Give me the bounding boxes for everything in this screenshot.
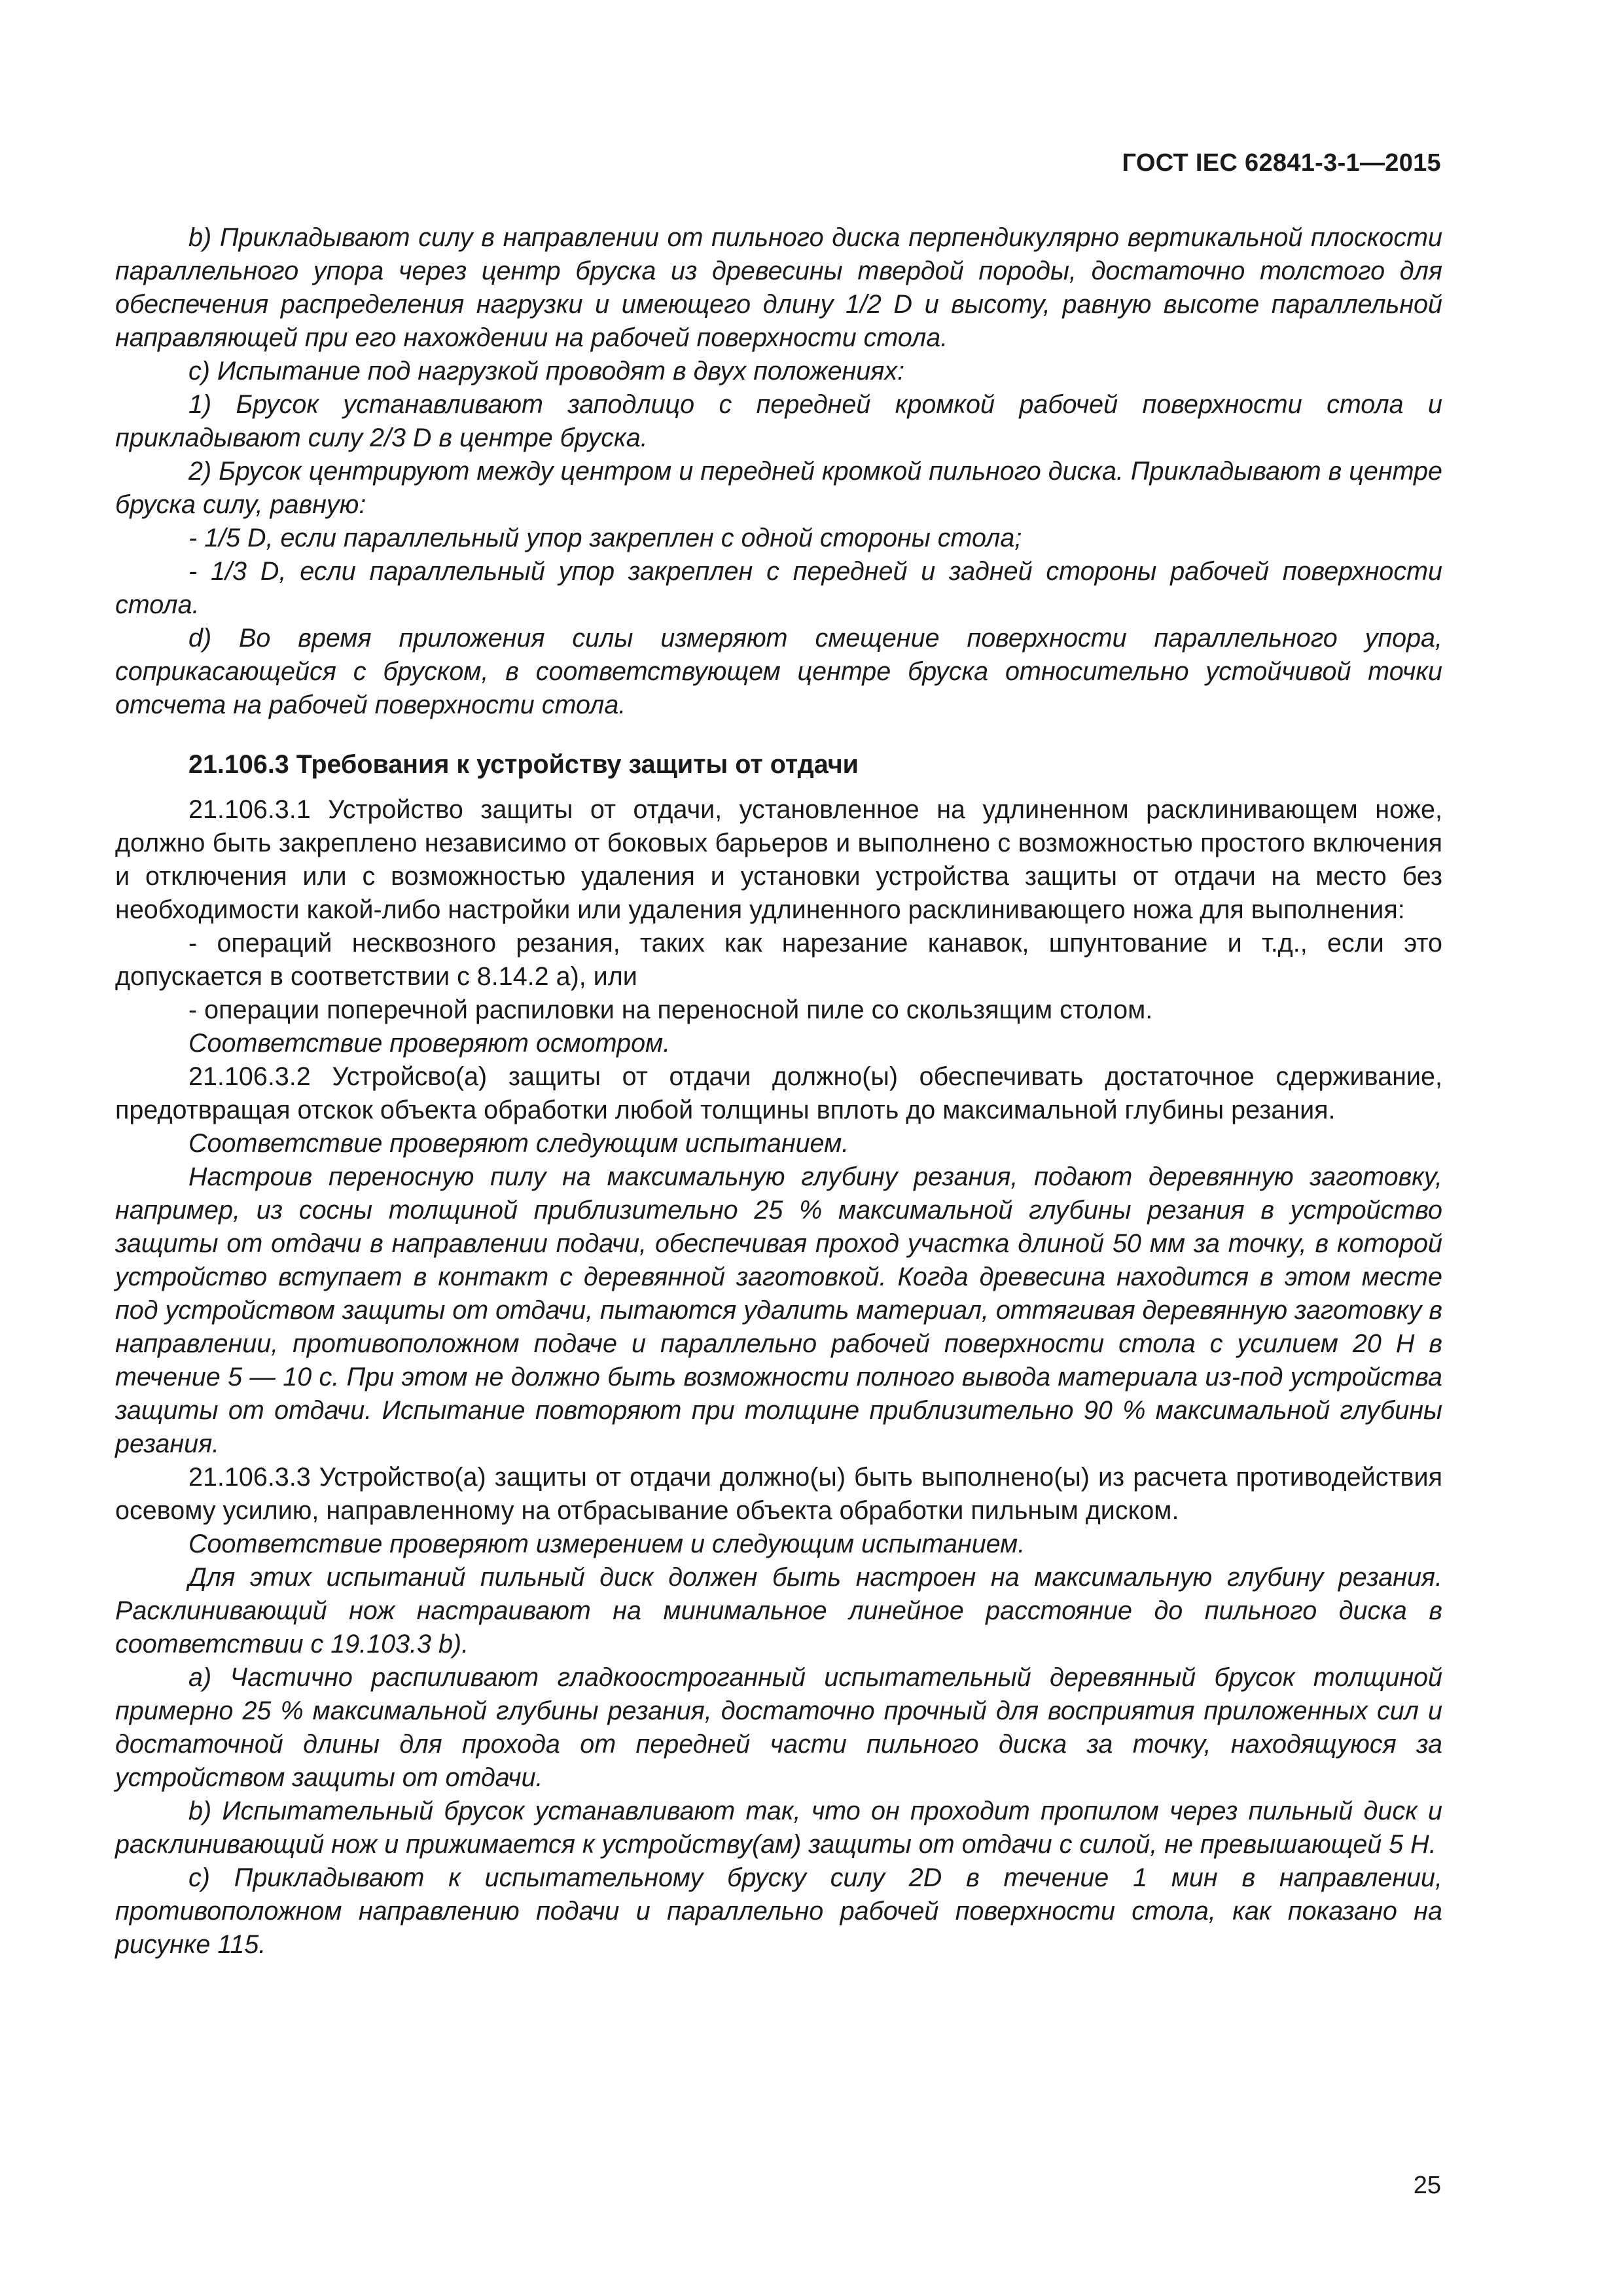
list-item-one-third: - 1/3 D, если параллельный упор закреплен с передней и задней стороны рабочей поверхности стола. [115,557,1442,619]
paragraph-21-106-3-1: 21.106.3.1 Устройство защиты от отдачи, установленное на удлиненном расклинивающем ноже, должно быть закреплено независимо от боковых барьеров и выполнено с возможностью простого включения и отключения или с возможностью удаления и установки устройства защиты от отдачи на место без необходимости какой-либо настройки или удаления удлиненного расклинивающего ножа для выполнения: [115,795,1442,924]
standard-code-header: ГОСТ IEC 62841-3-1—2015 [1122,149,1441,177]
paragraph-a-partial-cut: a) Частично распиливают гладкоостроганный испытательный деревянный брусок толщиной примерно 25 % максимальной глубины резания, достаточно прочный для восприятия приложенных сил и достаточной длины для прохода от передней части пильного диска за точку, находящуюся за устройством защиты от отдачи. [115,1663,1442,1792]
paragraph-b-apply-force: b) Прикладывают силу в направлении от пильного диска перпендикулярно вертикальной плоскости параллельного упора через центр бруска из древесины твердой породы, достаточно толстого для обеспечения распределения нагрузки и имеющего длину 1/2 D и высоту, равную высоте параллельной направляющей при его нахождении на рабочей поверхности стола. [115,223,1442,352]
paragraph-b-test-bar-placement: b) Испытательный брусок устанавливают так, что он проходит пропилом через пильный диск и расклинивающий нож и прижимается к устройству(ам) защиты от отдачи с силой, не превышающей 5 Н. [115,1797,1442,1859]
list-item-one-fifth: - 1/5 D, если параллельный упор закреплен с одной стороны стола; [188,524,1022,552]
paragraph-d-measure-displacement: d) Во время приложения силы измеряют смещение поверхности параллельного упора, соприкасающейся с бруском, в соответствующем центре бруска относительно устойчивой точки отсчета на рабочей поверхности стола. [115,624,1442,719]
paragraph-workpiece-test: Настроив переносную пилу на максимальную глубину резания, подают деревянную заготовку, например, из сосны толщиной приблизительно 25 % максимальной глубины резания в устройство защиты от отдачи в направлении подачи, обеспечивая проход участка длиной 50 мм за точку, в которой устройство вступает в контакт с деревянной заготовкой. Когда древесина находится в этом месте под устройством защиты от отдачи, пытаются удалить материал, оттягивая деревянную заготовку в направлении, противоположном подаче и параллельно рабочей поверхности стола с усилием 20 Н в течение 5 — 10 с. При этом не должно быть возможности полного вывода материала из-под устройства защиты от отдачи. Испытание повторяют при толщине приблизительно 90 % максимальной глубины резания. [115,1162,1442,1458]
paragraph-21-106-3-2: 21.106.3.2 Устройсво(а) защиты от отдачи должно(ы) обеспечивать достаточное сдерживание, предотвращая отскок объекта обработки любой толщины вплоть до максимальной глубины резания. [115,1062,1442,1124]
paragraph-test-setup: Для этих испытаний пильный диск должен быть настроен на максимальную глубину резания. Расклинивающий нож настраивают на минимальное линейное расстояние до пильного диска в соответствии с 19.103.3 b). [115,1563,1442,1659]
paragraph-position-2: 2) Брусок центрируют между центром и передней кромкой пильного диска. Прикладывают в центре бруска силу, равную: [115,457,1442,519]
document-body [115,221,1442,1962]
compliance-by-test: Соответствие проверяют следующим испытанием. [188,1129,849,1158]
list-item-non-through-cutting: - операций несквозного резания, таких как нарезание канавок, шпунтование и т.д., если это допускается в соответствии с 8.14.2 а), или [115,929,1442,991]
paragraph-c-load-test-positions: c) Испытание под нагрузкой проводят в двух положениях: [188,357,905,386]
page-number: 25 [1413,2172,1441,2199]
paragraph-21-106-3-3: 21.106.3.3 Устройство(а) защиты от отдачи должно(ы) быть выполнено(ы) из расчета противодействия осевому усилию, направленному на отбрасывание объекта обработки пильным диском. [115,1463,1442,1525]
compliance-by-measurement: Соответствие проверяют измерением и следующим испытанием. [188,1530,1026,1558]
list-item-cross-cutting: - операции поперечной распиловки на переносной пиле со скользящим столом. [188,996,1153,1024]
section-heading-21-106-3: 21.106.3 Требования к устройству защиты от отдачи [188,750,859,779]
paragraph-c-apply-2d-force: c) Прикладывают к испытательному бруску силу 2D в течение 1 мин в направлении, противоположном направлению подачи и параллельно рабочей поверхности стола, как показано на рисунке 115. [115,1863,1442,1959]
compliance-by-inspection: Соответствие проверяют осмотром. [188,1029,671,1058]
paragraph-position-1: 1) Брусок устанавливают заподлицо с передней кромкой рабочей поверхности стола и прикладывают силу 2/3 D в центре бруска. [115,390,1442,452]
